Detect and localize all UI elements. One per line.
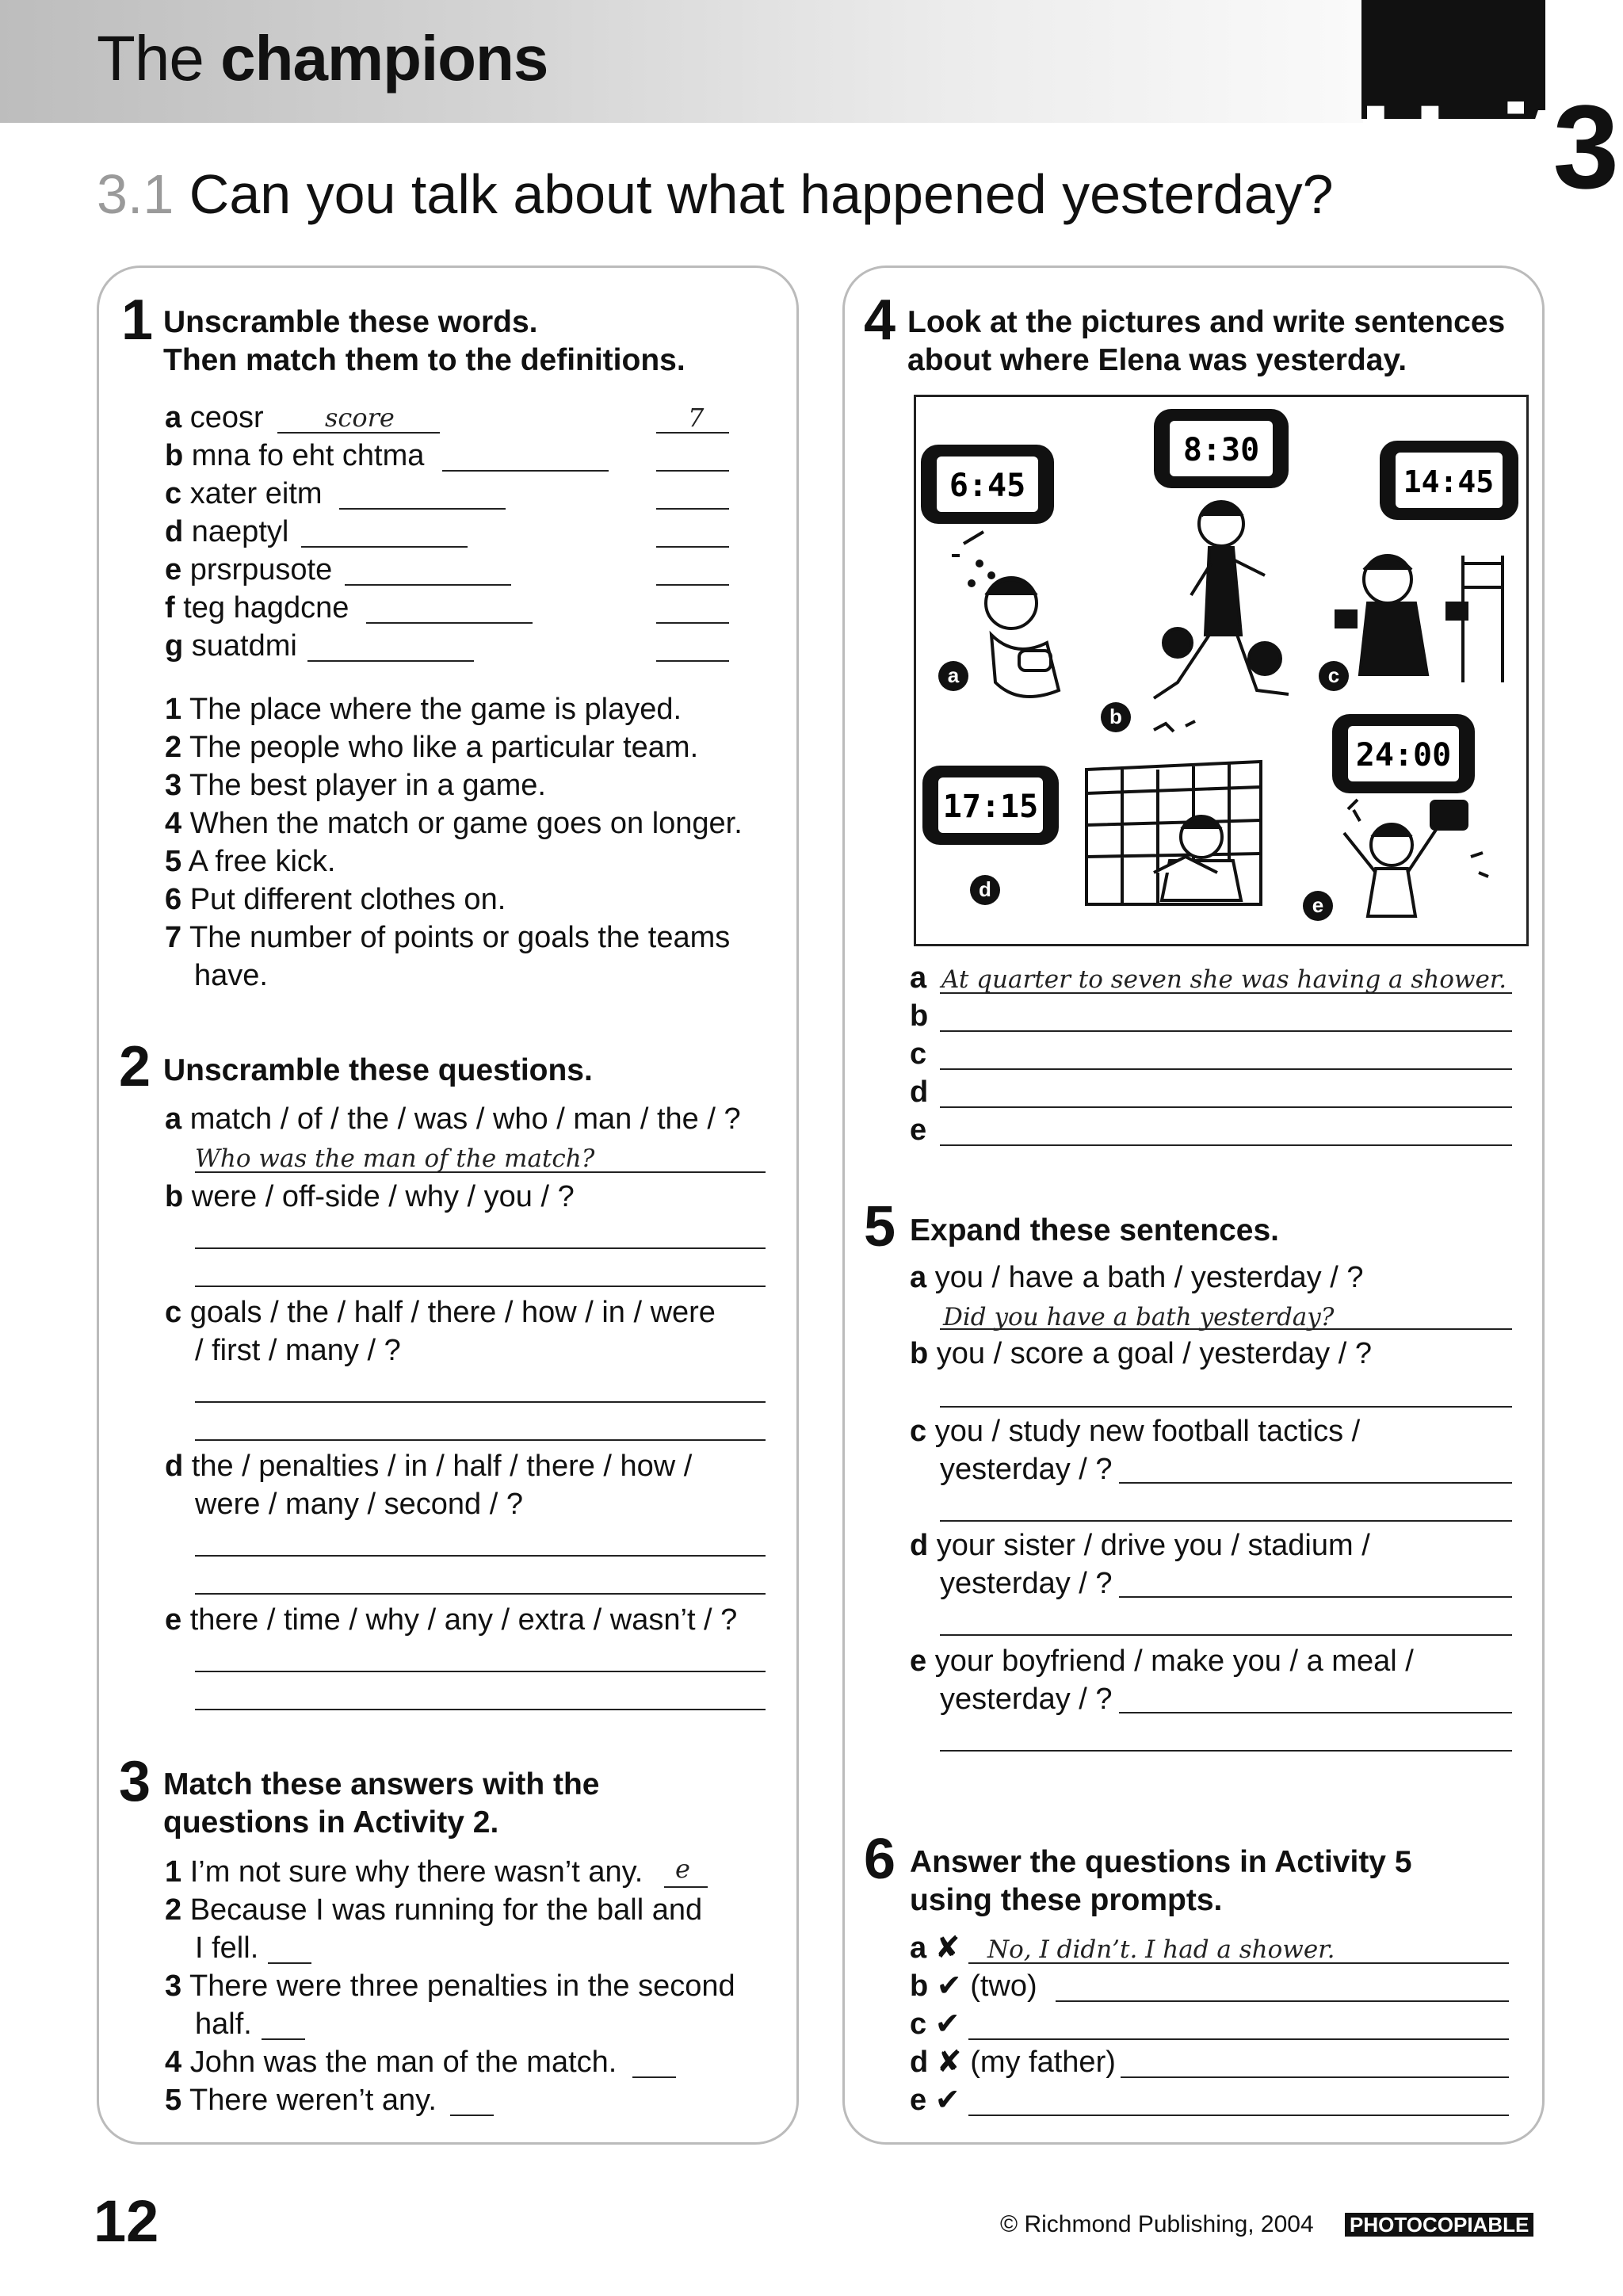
picture-label: c [1319, 661, 1349, 691]
answer-line[interactable] [301, 546, 468, 548]
handwritten-answer: Who was the man of the match? [195, 1144, 595, 1173]
clock-a-time: 6:45 [949, 468, 1026, 504]
clock-d-time: 17:15 [942, 789, 1039, 825]
answer-line[interactable] [940, 1328, 1512, 1330]
answer-line[interactable] [632, 2076, 676, 2078]
handwritten-answer: At quarter to seven she was having a shower. [941, 965, 1507, 994]
studying-scene-icon [1086, 762, 1261, 904]
copyright-notice: © Richmond Publishing, 2004 [1000, 2211, 1314, 2237]
clock-c-time: 14:45 [1403, 464, 1495, 499]
word-item: f teg hagdcne [165, 591, 349, 625]
cross-icon: ✘ [934, 1931, 960, 1965]
answer-line[interactable] [268, 1962, 311, 1964]
word-item: b mna fo eht chtma [165, 439, 425, 472]
answer-item: 3 There were three penalties in the second [165, 1969, 735, 2003]
clock-d-icon [922, 766, 1059, 845]
word-item: a ceosr [165, 401, 264, 434]
answer-line[interactable] [195, 1593, 766, 1595]
tick-icon: ✔ [934, 2084, 960, 2117]
question-item-cont: were / many / second / ? [195, 1488, 523, 1521]
answer-line[interactable] [940, 1406, 1512, 1408]
activity-number: 6 [864, 1828, 896, 1891]
activity-instruction: Unscramble these words. [163, 305, 538, 339]
sentence-item: a you / have a bath / yesterday / ? [910, 1261, 1364, 1294]
question-item: a match / of / the / was / who / man / the / ? [165, 1102, 741, 1136]
answer-item: 1 I’m not sure why there wasn’t any. [165, 1855, 643, 1889]
page-number: 12 [94, 2188, 159, 2254]
definition-item: 3 The best player in a game. [165, 769, 546, 802]
activity-number: 1 [121, 288, 154, 352]
answer-item: 2 Because I was running for the ball and [165, 1893, 703, 1927]
sentence-letter: d [910, 1075, 929, 1109]
elena-day-illustration [916, 397, 1526, 944]
activity-instruction: Match these answers with the [163, 1767, 600, 1801]
definition-item-cont: have. [194, 959, 268, 992]
answer-line[interactable] [195, 1555, 766, 1557]
answer-line[interactable] [307, 660, 474, 662]
prompt-item: a ✘ [910, 1931, 960, 1965]
activity-number: 2 [119, 1035, 151, 1098]
match-line[interactable] [656, 470, 729, 472]
sentence-letter: b [910, 999, 929, 1033]
activity-instruction: using these prompts. [910, 1883, 1223, 1917]
definition-item: 7 The number of points or goals the teams [165, 921, 731, 954]
answer-line[interactable] [940, 1030, 1512, 1032]
answer-line[interactable] [664, 1886, 708, 1888]
clock-b-time: 8:30 [1182, 432, 1260, 468]
answer-line[interactable] [940, 1520, 1512, 1522]
sentence-item-cont: yesterday / ? [940, 1683, 1113, 1716]
match-line[interactable] [656, 508, 729, 510]
answer-line[interactable] [968, 1962, 1509, 1964]
clock-b-icon [1154, 409, 1289, 488]
page-title: The champions [97, 23, 548, 94]
answer-line[interactable] [1121, 2076, 1509, 2078]
answer-line[interactable] [1119, 1712, 1512, 1713]
running-scene-icon [1154, 502, 1289, 732]
match-line[interactable] [656, 622, 729, 624]
answer-line[interactable] [1056, 2000, 1509, 2002]
sentence-letter: e [910, 1114, 927, 1147]
prompt-item: b ✔ (two) [910, 1969, 1037, 2003]
activity-number: 4 [864, 288, 896, 352]
sentence-item: b you / score a goal / yesterday / ? [910, 1337, 1372, 1370]
prompt-item: e ✔ [910, 2084, 960, 2117]
gym-scene-icon [1336, 556, 1503, 682]
photocopiable-badge: PHOTOCOPIABLE [1345, 2213, 1533, 2237]
answer-line[interactable] [940, 992, 1512, 994]
handwritten-answer: Did you have a bath yesterday? [943, 1303, 1335, 1331]
answer-line[interactable] [968, 2115, 1509, 2116]
cross-icon: ✘ [936, 2046, 962, 2079]
answer-item-cont: half. [195, 2008, 252, 2041]
picture-label: b [1101, 702, 1131, 732]
match-line[interactable] [656, 546, 729, 548]
word-item: e prsrpusote [165, 553, 333, 586]
answer-line[interactable] [940, 1750, 1512, 1752]
prompt-item: c ✔ [910, 2008, 960, 2041]
picture-label: a [938, 661, 968, 691]
question-item-cont: / first / many / ? [195, 1334, 401, 1367]
activity-number: 3 [119, 1750, 151, 1813]
activity-instruction: Expand these sentences. [910, 1213, 1280, 1247]
answer-line[interactable] [345, 584, 511, 586]
lesson-title: 3.1 Can you talk about what happened yesterday? [97, 163, 1334, 225]
sentence-item-cont: yesterday / ? [940, 1453, 1113, 1486]
handwritten-answer: No, I didn’t. I had a shower. [987, 1935, 1335, 1964]
picture-panel [914, 395, 1529, 946]
handwritten-match: 7 [688, 403, 705, 433]
activity-instruction: questions in Activity 2. [163, 1805, 499, 1839]
answer-line[interactable] [940, 1144, 1512, 1146]
word-item: g suatdmi [165, 629, 297, 663]
clock-c-icon [1380, 441, 1518, 520]
answer-line[interactable] [1119, 1596, 1512, 1598]
answer-line[interactable] [195, 1171, 766, 1173]
question-item: c goals / the / half / there / how / in / were [165, 1296, 716, 1329]
tick-icon: ✔ [936, 1969, 962, 2003]
answer-line[interactable] [339, 508, 506, 510]
definition-item: 1 The place where the game is played. [165, 693, 682, 726]
picture-label: d [970, 875, 1000, 905]
answer-line[interactable] [940, 1068, 1512, 1070]
answer-line[interactable] [366, 622, 533, 624]
word-item: d naeptyl [165, 515, 289, 548]
answer-line[interactable] [940, 1634, 1512, 1636]
word-item: c xater eitm [165, 477, 323, 510]
answer-line[interactable] [262, 2038, 305, 2040]
tick-icon: ✔ [934, 2008, 960, 2041]
handwritten-answer: score [325, 403, 395, 433]
answer-line[interactable] [195, 1286, 766, 1287]
sentence-letter: c [910, 1037, 927, 1071]
definition-item: 5 A free kick. [165, 845, 336, 878]
activity-number: 5 [864, 1195, 896, 1259]
sentence-letter: a [910, 961, 927, 995]
question-item: d the / penalties / in / half / there / how / [165, 1450, 693, 1483]
answer-line[interactable] [195, 1247, 766, 1249]
clock-a-icon [921, 445, 1054, 524]
match-line[interactable] [656, 584, 729, 586]
activity-instruction: Answer the questions in Activity 5 [910, 1845, 1412, 1879]
answer-line[interactable] [968, 2038, 1509, 2040]
answer-item: 5 There weren’t any. [165, 2084, 437, 2117]
sentence-item-cont: yesterday / ? [940, 1567, 1113, 1600]
picture-label: e [1303, 891, 1333, 921]
answer-item: 4 John was the man of the match. [165, 2046, 617, 2079]
activity-instruction: Look at the pictures and write sentences [907, 305, 1506, 339]
sentence-item: d your sister / drive you / stadium / [910, 1529, 1370, 1562]
match-line[interactable] [656, 660, 729, 662]
activity-instruction: about where Elena was yesterday. [907, 343, 1407, 377]
party-scene-icon [1344, 800, 1488, 916]
answer-line[interactable] [195, 1709, 766, 1710]
answer-line[interactable] [195, 1671, 766, 1672]
activity-instruction: Unscramble these questions. [163, 1053, 593, 1087]
definition-item: 6 Put different clothes on. [165, 883, 506, 916]
clock-e-icon [1332, 714, 1475, 793]
sentence-item: e your boyfriend / make you / a meal / [910, 1645, 1414, 1678]
definition-item: 4 When the match or game goes on longer. [165, 807, 743, 840]
sentence-item: c you / study new football tactics / [910, 1415, 1361, 1448]
answer-line[interactable] [195, 1401, 766, 1403]
clock-e-time: 24:00 [1355, 737, 1452, 774]
answer-line[interactable] [442, 470, 609, 472]
handwritten-answer: e [675, 1854, 690, 1884]
answer-line[interactable] [195, 1439, 766, 1441]
answer-line[interactable] [940, 1106, 1512, 1108]
answer-line[interactable] [450, 2115, 494, 2116]
definition-item: 2 The people who like a particular team. [165, 731, 699, 764]
activity-instruction: Then match them to the definitions. [163, 343, 685, 377]
question-item: b were / off-side / why / you / ? [165, 1180, 575, 1213]
unit-badge: Unit3 [1360, 80, 1610, 213]
answer-line[interactable] [1119, 1482, 1512, 1484]
answer-item-cont: I fell. [195, 1931, 259, 1965]
question-item: e there / time / why / any / extra / wasn’t / ? [165, 1603, 738, 1637]
prompt-item: d ✘ (my father) [910, 2046, 1116, 2079]
